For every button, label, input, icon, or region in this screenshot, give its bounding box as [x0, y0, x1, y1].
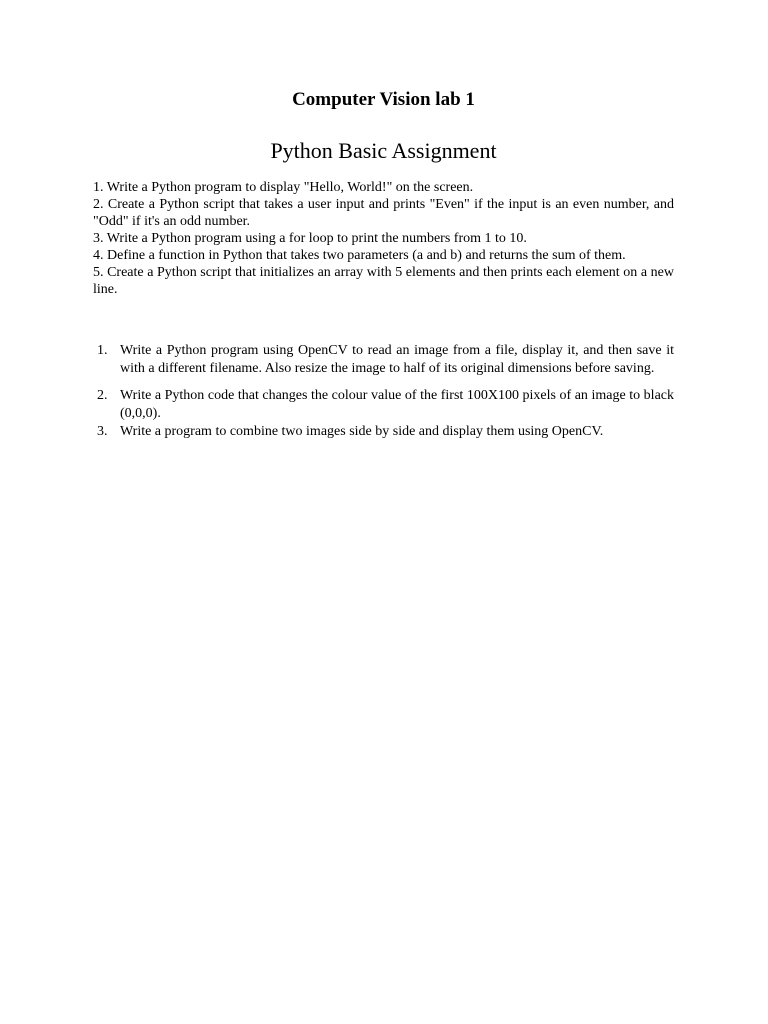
- python-task: 5. Create a Python script that initializes an array with 5 elements and then prints each element on a new line.: [93, 265, 674, 297]
- list-number: 3.: [97, 424, 108, 439]
- python-task: 2. Create a Python script that takes a user input and prints "Even" if the input is an even number, and "Odd" if it's an odd number.: [93, 197, 674, 229]
- opencv-task: [93, 423, 674, 441]
- opencv-task-list: [93, 342, 674, 441]
- opencv-task-text: Write a Python code that changes the colour value of the first 100X100 pixels of an image to black (0,0,0).: [120, 388, 674, 421]
- list-number: 2.: [97, 388, 108, 403]
- opencv-task: [93, 342, 674, 378]
- python-task: 4. Define a function in Python that takes two parameters (a and b) and returns the sum of them.: [93, 248, 626, 263]
- python-task: 1. Write a Python program to display "Hello, World!" on the screen.: [93, 180, 474, 195]
- python-task-list: [93, 179, 674, 298]
- document-subtitle: Python Basic Assignment: [270, 138, 497, 163]
- opencv-task: [93, 387, 674, 423]
- opencv-task-text: Write a program to combine two images side by side and display them using OpenCV.: [120, 424, 604, 439]
- list-number: 1.: [97, 343, 108, 358]
- opencv-task-text: Write a Python program using OpenCV to read an image from a file, display it, and then save it with a different filename. Also resize the image to half of its original dimensions before saving.: [120, 343, 674, 376]
- document-title: Computer Vision lab 1: [292, 89, 475, 110]
- python-task: 3. Write a Python program using a for loop to print the numbers from 1 to 10.: [93, 231, 527, 246]
